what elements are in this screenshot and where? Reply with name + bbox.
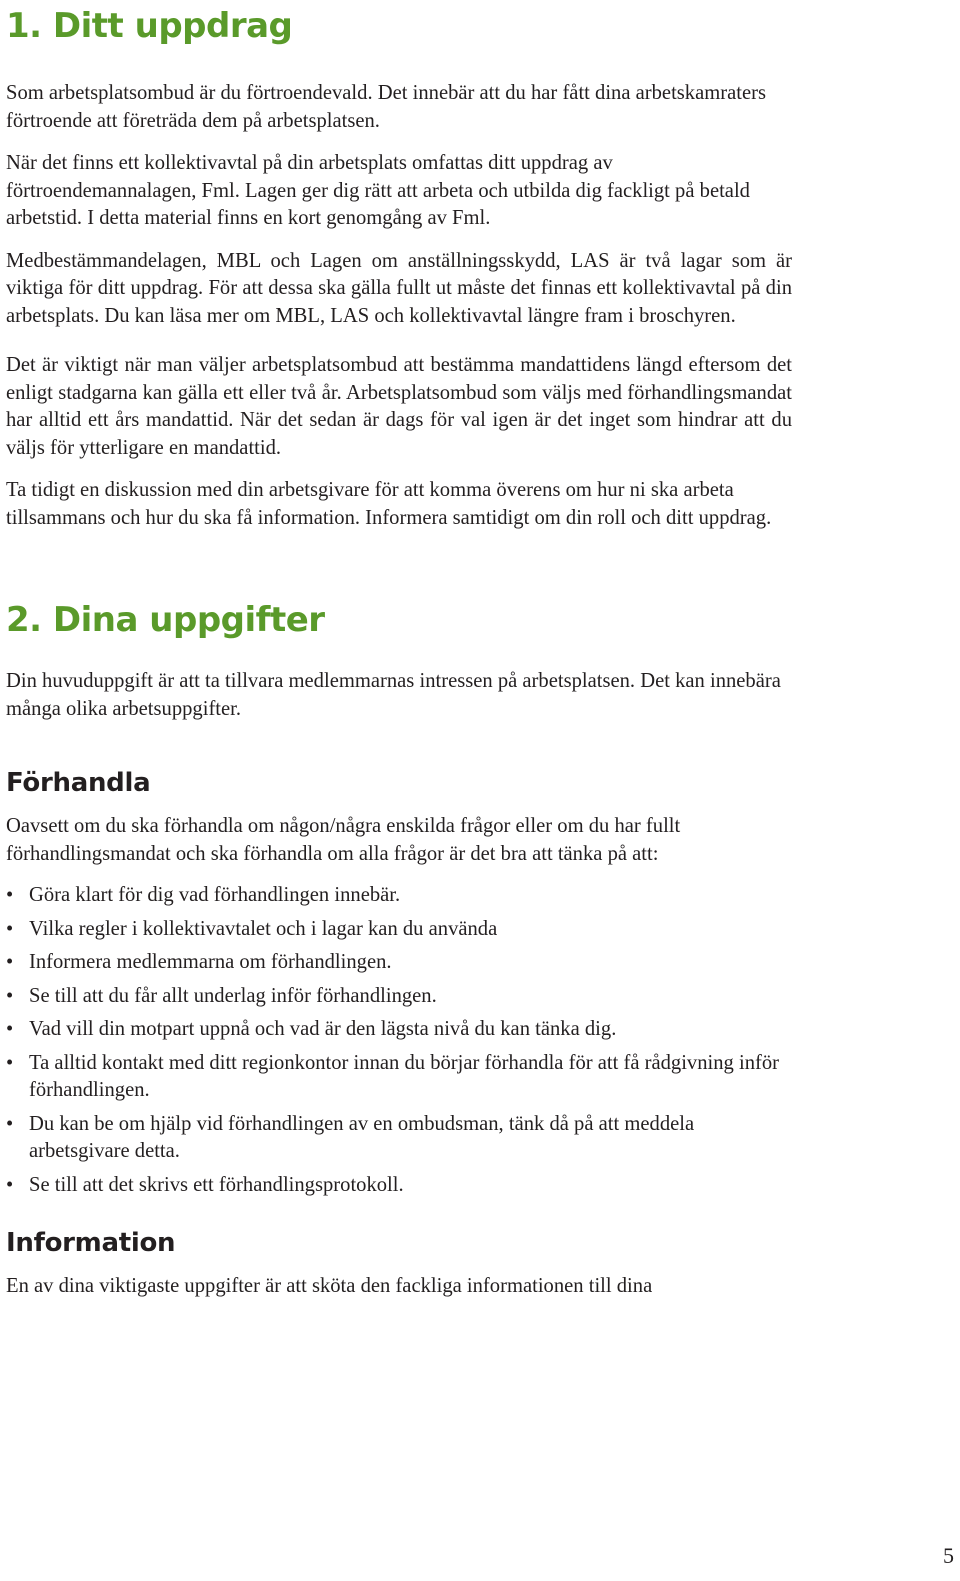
section-2-intro: Din huvuduppgift är att ta tillvara medlemmarnas intressen på arbetsplatsen. Det kan innebära många olika arbetsuppgifter. <box>6 670 781 720</box>
section-1-paragraph-4: Det är viktigt när man väljer arbetsplatsombud att bestämma mandattidens längd eftersom det enligt stadgarna kan gälla ett eller två år. Arbetsplatsombud som väljs med förhandlingsmandat har alltid ett års mandattid. När det sedan är dags för val igen är det inget som hindrar att du väljs för ytterligare en mandattid. <box>6 354 792 459</box>
list-item: • Göra klart för dig vad förhandlingen innebär. <box>6 882 792 910</box>
list-item: • Du kan be om hjälp vid förhandlingen av en ombudsman, tänk då på att meddela arbetsgivare detta. <box>6 1111 792 1166</box>
section-1-paragraph-1: Som arbetsplatsombud är du förtroendevald. Det innebär att du har fått dina arbetskamraters förtroende att företräda dem på arbetsplatsen. <box>6 82 766 132</box>
information-intro: En av dina viktigaste uppgifter är att sköta den fackliga informationen till dina <box>6 1275 653 1297</box>
list-item: • Se till att du får allt underlag inför förhandlingen. <box>6 983 792 1011</box>
list-item: • Informera medlemmarna om förhandlingen. <box>6 949 792 977</box>
list-item: • Vad vill din motpart uppnå och vad är den lägsta nivå du kan tänka dig. <box>6 1016 792 1044</box>
section-1-paragraph-5: Ta tidigt en diskussion med din arbetsgivare för att komma överens om hur ni ska arbeta tillsammans och hur du ska få information. Informera samtidigt om din roll och ditt uppdrag. <box>6 479 772 529</box>
information-heading: Information <box>6 1228 176 1258</box>
forhandla-checklist <box>6 882 792 1199</box>
document-page <box>6 0 792 1301</box>
section-1-paragraph-2: När det finns ett kollektivavtal på din arbetsplats omfattas ditt uppdrag av förtroendemannalagen, Fml. Lagen ger dig rätt att arbeta och utbilda dig fackligt på betald arbetstid. I detta material finns en kort genomgång av Fml. <box>6 152 750 229</box>
list-item: • Vilka regler i kollektivavtalet och i lagar kan du använda <box>6 916 792 944</box>
list-item: • Se till att det skrivs ett förhandlingsprotokoll. <box>6 1172 792 1200</box>
forhandla-intro: Oavsett om du ska förhandla om någon/några enskilda frågor eller om du har fullt förhandlingsmandat och ska förhandla om alla frågor är det bra att tänka på att: <box>6 815 681 865</box>
forhandla-heading: Förhandla <box>6 768 151 798</box>
section-1-paragraph-3: Medbestämmandelagen, MBL och Lagen om anställningsskydd, LAS är två lagar som är viktiga för ditt uppdrag. För att dessa ska gälla fullt ut måste det finnas ett kollektivavtal på din arbetsplats. Du kan läsa mer om MBL, LAS och kollektivavtal längre fram i broschyren. <box>6 249 792 327</box>
list-item: • Ta alltid kontakt med ditt regionkontor innan du börjar förhandla för att få rådgivning inför förhandlingen. <box>6 1050 792 1105</box>
section-2-heading: 2. Dina uppgifter <box>6 600 325 640</box>
section-1-heading: 1. Ditt uppdrag <box>6 6 293 46</box>
page-number: 5 <box>943 1543 954 1568</box>
